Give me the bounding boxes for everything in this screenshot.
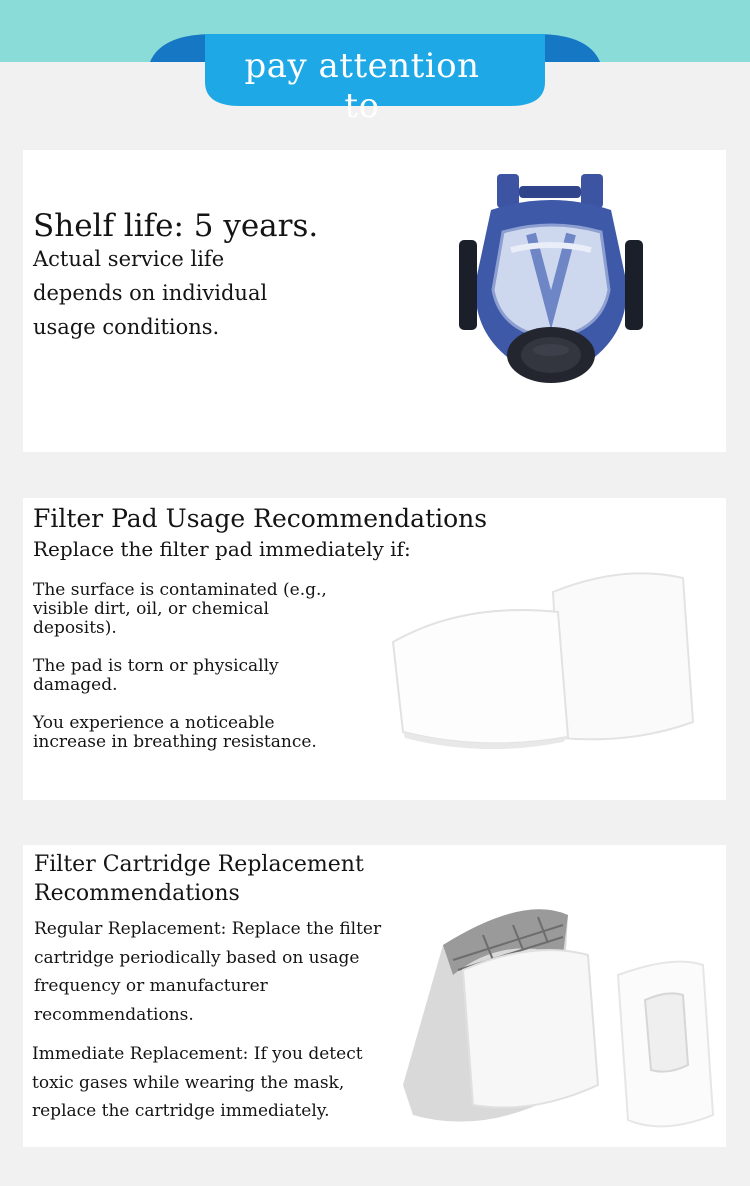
banner-title: pay attention to <box>244 46 480 126</box>
filter-pad-subheading: Replace the filter pad immediately if: <box>33 537 411 561</box>
filter-pad-card <box>23 498 726 800</box>
filter-pads-image <box>383 562 703 762</box>
filter-pad-item: The surface is contaminated (e.g., visible dirt, oil, or chemical deposits). <box>33 580 327 638</box>
shelf-life-heading: Shelf life: 5 years. <box>33 208 319 244</box>
filter-pad-item: The pad is torn or physically damaged. <box>33 656 279 695</box>
gas-mask-image <box>451 170 651 400</box>
filter-cartridge-image <box>383 865 723 1145</box>
shelf-life-card <box>23 150 726 452</box>
regular-replacement-text: Regular Replacement: Replace the filter cartridge periodically based on usage frequency or manufacturer recommendations. <box>34 919 382 1025</box>
filter-pad-item: You experience a noticeable increase in breathing resistance. <box>33 713 317 752</box>
filter-pad-heading: Filter Pad Usage Recommendations <box>33 504 488 533</box>
cartridge-card <box>23 845 726 1147</box>
cartridge-heading: Filter Cartridge Replacement Recommendations <box>34 852 364 906</box>
immediate-replacement-text: Immediate Replacement: If you detect toxic gases while wearing the mask, replace the cartridge immediately. <box>32 1044 363 1121</box>
shelf-life-text: Actual service life depends on individual usage conditions. <box>33 247 268 339</box>
